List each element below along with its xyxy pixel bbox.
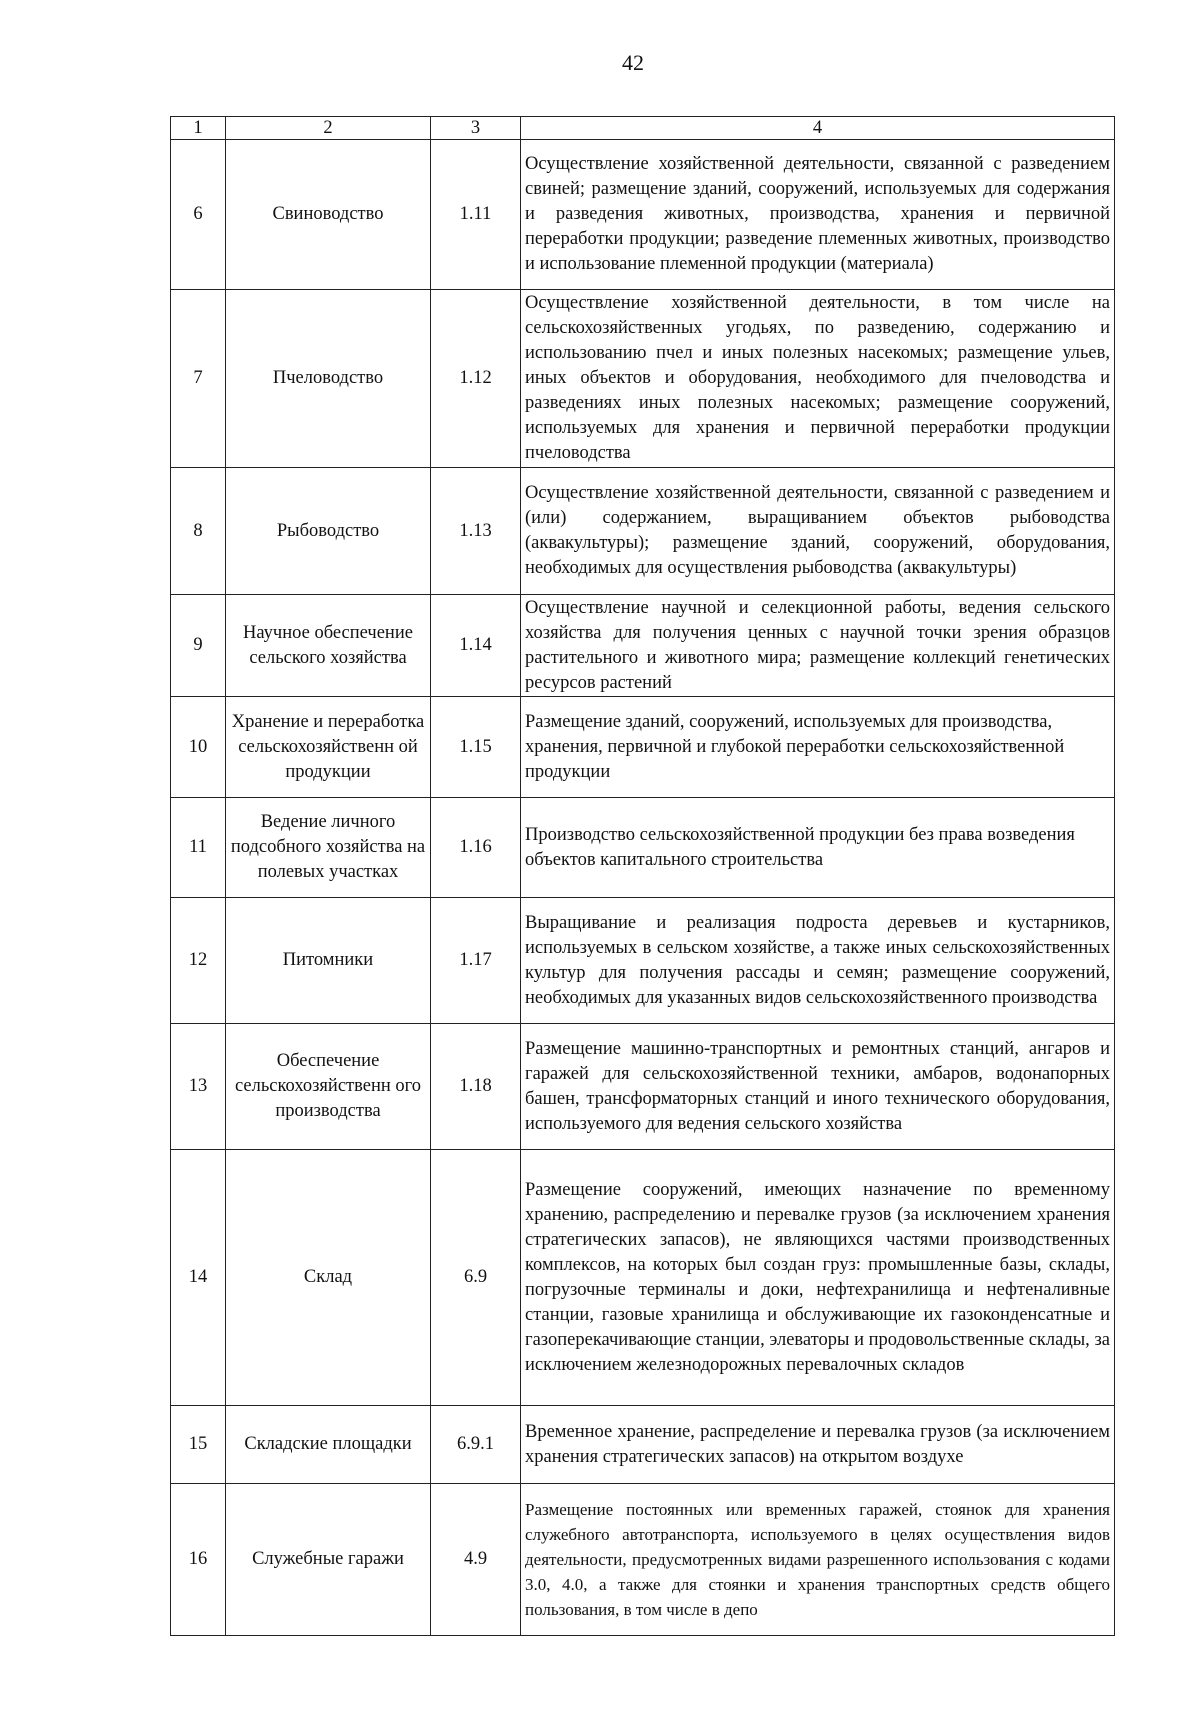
row-description: Осуществление научной и селекционной работы, ведения сельского хозяйства для получения ценных с научной точки зрения образцов растительного и животного мира; размещение коллекций генетических ресурсов растений (521, 595, 1115, 697)
header-col-1: 1 (171, 117, 226, 140)
row-description: Размещение постоянных или временных гаражей, стоянок для хранения служебного автотранспорта, используемого в целях осуществления видов деятельности, предусмотренных видами разрешенного использования с кодами 3.0, 4.0, а также для стоянки и хранения транспортных средств общего пользования, в том числе в депо (521, 1484, 1115, 1636)
header-col-2: 2 (226, 117, 431, 140)
table-row (171, 697, 1115, 798)
row-name: Ведение личного подсобного хозяйства на полевых участках (226, 798, 431, 898)
row-code: 1.17 (431, 898, 521, 1024)
table-row (171, 1024, 1115, 1150)
row-number: 12 (171, 898, 226, 1024)
row-description: Размещение зданий, сооружений, используемых для производства, хранения, первичной и глубокой переработки сельскохозяйственной продукции (521, 697, 1115, 798)
row-number: 13 (171, 1024, 226, 1150)
row-name: Рыбоводство (226, 468, 431, 595)
table-row (171, 798, 1115, 898)
row-description: Осуществление хозяйственной деятельности, связанной с разведением свиней; размещение зданий, сооружений, используемых для содержания и разведения животных, производства, хранения и первичной переработки продукции; разведение племенных животных, производство и использование племенной продукции (материала) (521, 140, 1115, 290)
table-row (171, 898, 1115, 1024)
row-number: 15 (171, 1406, 226, 1484)
row-number: 14 (171, 1150, 226, 1406)
table-row (171, 290, 1115, 468)
row-code: 1.16 (431, 798, 521, 898)
row-name: Служебные гаражи (226, 1484, 431, 1636)
table-row (171, 1484, 1115, 1636)
row-code: 1.12 (431, 290, 521, 468)
row-description: Осуществление хозяйственной деятельности, связанной с разведением и (или) содержанием, выращиванием объектов рыбоводства (аквакультуры); размещение зданий, сооружений, оборудования, необходимых для осуществления рыбоводства (аквакультуры) (521, 468, 1115, 595)
row-name: Обеспечение сельскохозяйственн ого производства (226, 1024, 431, 1150)
row-code: 6.9.1 (431, 1406, 521, 1484)
row-number: 9 (171, 595, 226, 697)
row-name: Складские площадки (226, 1406, 431, 1484)
row-code: 4.9 (431, 1484, 521, 1636)
row-description: Размещение машинно-транспортных и ремонтных станций, ангаров и гаражей для сельскохозяйственной техники, амбаров, водонапорных башен, трансформаторных станций и иного технического оборудования, используемого для ведения сельского хозяйства (521, 1024, 1115, 1150)
row-code: 6.9 (431, 1150, 521, 1406)
table-row (171, 1150, 1115, 1406)
row-code: 1.15 (431, 697, 521, 798)
row-code: 1.13 (431, 468, 521, 595)
header-row (171, 117, 1115, 140)
table-row (171, 140, 1115, 290)
row-name: Свиноводство (226, 140, 431, 290)
header-col-3: 3 (431, 117, 521, 140)
row-number: 10 (171, 697, 226, 798)
table-row (171, 468, 1115, 595)
row-name: Хранение и переработка сельскохозяйственн ой продукции (226, 697, 431, 798)
row-number: 6 (171, 140, 226, 290)
row-description: Осуществление хозяйственной деятельности, в том числе на сельскохозяйственных угодьях, по разведению, содержанию и использованию пчел и иных полезных насекомых; размещение ульев, иных объектов и оборудования, необходимого для пчеловодства и разведениях иных полезных насекомых; размещение сооружений, используемых для хранения и первичной переработки продукции пчеловодства (521, 290, 1115, 468)
row-number: 7 (171, 290, 226, 468)
land-use-table (170, 116, 1115, 1636)
row-name: Пчеловодство (226, 290, 431, 468)
row-code: 1.14 (431, 595, 521, 697)
row-number: 16 (171, 1484, 226, 1636)
row-description: Размещение сооружений, имеющих назначение по временному хранению, распределению и перевалке грузов (за исключением хранения стратегических запасов), не являющихся частями производственных комплексов, на которых был создан груз: промышленные базы, склады, погрузочные терминалы и доки, нефтехранилища и нефтеналивные станции, газовые хранилища и обслуживающие их газоконденсатные и газоперекачивающие станции, элеваторы и продовольственные склады, за исключением железнодорожных перевалочных складов (521, 1150, 1115, 1406)
row-code: 1.11 (431, 140, 521, 290)
table-row (171, 595, 1115, 697)
row-description: Выращивание и реализация подроста деревьев и кустарников, используемых в сельском хозяйстве, а также иных сельскохозяйственных культур для получения рассады и семян; размещение сооружений, необходимых для указанных видов сельскохозяйственного производства (521, 898, 1115, 1024)
page-number: 42 (622, 50, 644, 75)
row-number: 8 (171, 468, 226, 595)
row-code: 1.18 (431, 1024, 521, 1150)
row-number: 11 (171, 798, 226, 898)
table-row (171, 1406, 1115, 1484)
row-description: Производство сельскохозяйственной продукции без права возведения объектов капитального строительства (521, 798, 1115, 898)
row-name: Питомники (226, 898, 431, 1024)
row-description: Временное хранение, распределение и перевалка грузов (за исключением хранения стратегических запасов) на открытом воздухе (521, 1406, 1115, 1484)
row-name: Научное обеспечение сельского хозяйства (226, 595, 431, 697)
row-name: Склад (226, 1150, 431, 1406)
header-col-4: 4 (521, 117, 1115, 140)
